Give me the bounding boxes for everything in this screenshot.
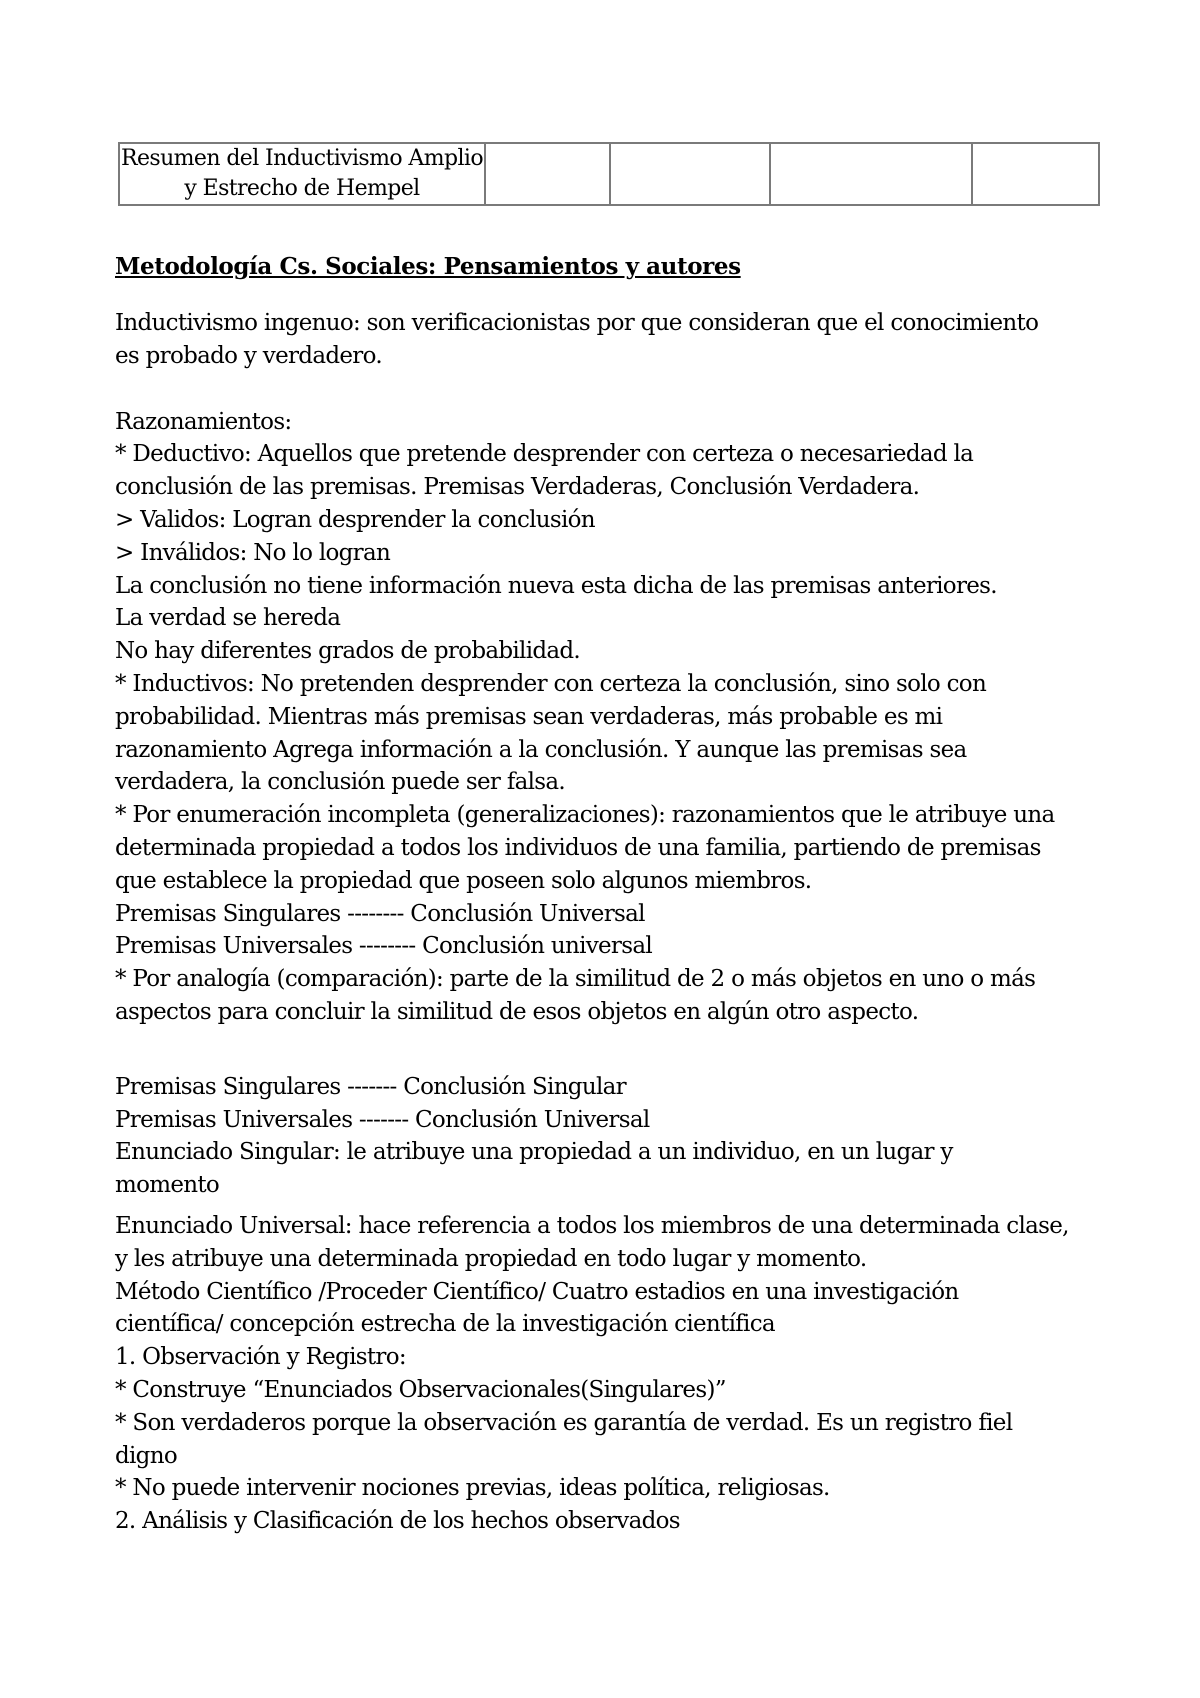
text-line: razonamiento Agrega información a la conclusión. Y aunque las premisas sea <box>115 736 967 763</box>
text-line: La conclusión no tiene información nueva esta dicha de las premisas anteriores. <box>115 572 997 599</box>
text-line: aspectos para concluir la similitud de esos objetos en algún otro aspecto. <box>115 998 919 1025</box>
text-line: > Validos: Logran desprender la conclusión <box>115 506 595 533</box>
premises-section <box>115 1071 1100 1202</box>
table-header-cell <box>119 143 485 205</box>
text-line: 2. Análisis y Clasificación de los hechos observados <box>115 1508 680 1535</box>
text-line: Enunciado Singular: le atribuye una propiedad a un individuo, en un lugar y <box>115 1139 953 1166</box>
document-body <box>115 250 1100 1538</box>
document-title: Metodología Cs. Sociales: Pensamientos y autores <box>115 253 741 280</box>
text-line: Premisas Universales ------- Conclusión Universal <box>115 1106 650 1133</box>
text-line: > Inválidos: No lo logran <box>115 539 391 566</box>
intro-paragraph <box>115 307 1100 373</box>
text-line: probabilidad. Mientras más premisas sean verdaderas, más probable es mi <box>115 703 943 730</box>
text-line: momento <box>115 1172 220 1199</box>
table-row <box>119 143 1099 205</box>
text-line: * No puede intervenir nociones previas, ideas política, religiosas. <box>115 1475 830 1502</box>
text-line: que establece la propiedad que poseen solo algunos miembros. <box>115 867 812 894</box>
scientific-method-section <box>115 1210 1100 1538</box>
table-empty-cell <box>770 143 972 205</box>
text-line: y les atribuye una determinada propiedad en todo lugar y momento. <box>115 1245 867 1272</box>
text-line: 1. Observación y Registro: <box>115 1344 406 1371</box>
text-line: científica/ concepción estrecha de la investigación científica <box>115 1311 775 1338</box>
text-line: * Por enumeración incompleta (generalizaciones): razonamientos que le atribuye una <box>115 802 1055 829</box>
table-header-line-1: Resumen del Inductivismo Amplio <box>121 146 483 171</box>
text-line: * Son verdaderos porque la observación es garantía de verdad. Es un registro fiel <box>115 1409 1013 1436</box>
text-line: No hay diferentes grados de probabilidad. <box>115 638 581 665</box>
table-empty-cell <box>610 143 770 205</box>
text-line: es probado y verdadero. <box>115 342 382 369</box>
text-line: Premisas Singulares -------- Conclusión Universal <box>115 900 645 927</box>
text-line: verdadera, la conclusión puede ser falsa. <box>115 769 566 796</box>
text-line: * Por analogía (comparación): parte de la similitud de 2 o más objetos en uno o más <box>115 966 1036 993</box>
text-line: La verdad se hereda <box>115 605 341 632</box>
table-empty-cell <box>485 143 610 205</box>
text-line: Método Científico /Proceder Científico/ Cuatro estadios en una investigación <box>115 1278 959 1305</box>
text-line: determinada propiedad a todos los individuos de una familia, partiendo de premisas <box>115 834 1041 861</box>
text-line: * Construye “Enunciados Observacionales(Singulares)” <box>115 1376 726 1403</box>
text-line: Razonamientos: <box>115 408 292 435</box>
text-line: Enunciado Universal: hace referencia a todos los miembros de una determinada clase, <box>115 1212 1069 1239</box>
text-line: * Inductivos: No pretenden desprender con certeza la conclusión, sino solo con <box>115 670 987 697</box>
reasoning-section <box>115 406 1100 1029</box>
text-line: Premisas Singulares ------- Conclusión Singular <box>115 1073 626 1100</box>
text-line: conclusión de las premisas. Premisas Verdaderas, Conclusión Verdadera. <box>115 474 920 501</box>
text-line: digno <box>115 1442 177 1469</box>
table-header-line-2: y Estrecho de Hempel <box>184 176 420 201</box>
text-line: * Deductivo: Aquellos que pretende desprender con certeza o necesariedad la <box>115 441 974 468</box>
table-empty-cell <box>972 143 1099 205</box>
text-line: Premisas Universales -------- Conclusión universal <box>115 933 653 960</box>
summary-table <box>118 142 1100 206</box>
text-line: Inductivismo ingenuo: son verificacionistas por que consideran que el conocimiento <box>115 310 1039 336</box>
